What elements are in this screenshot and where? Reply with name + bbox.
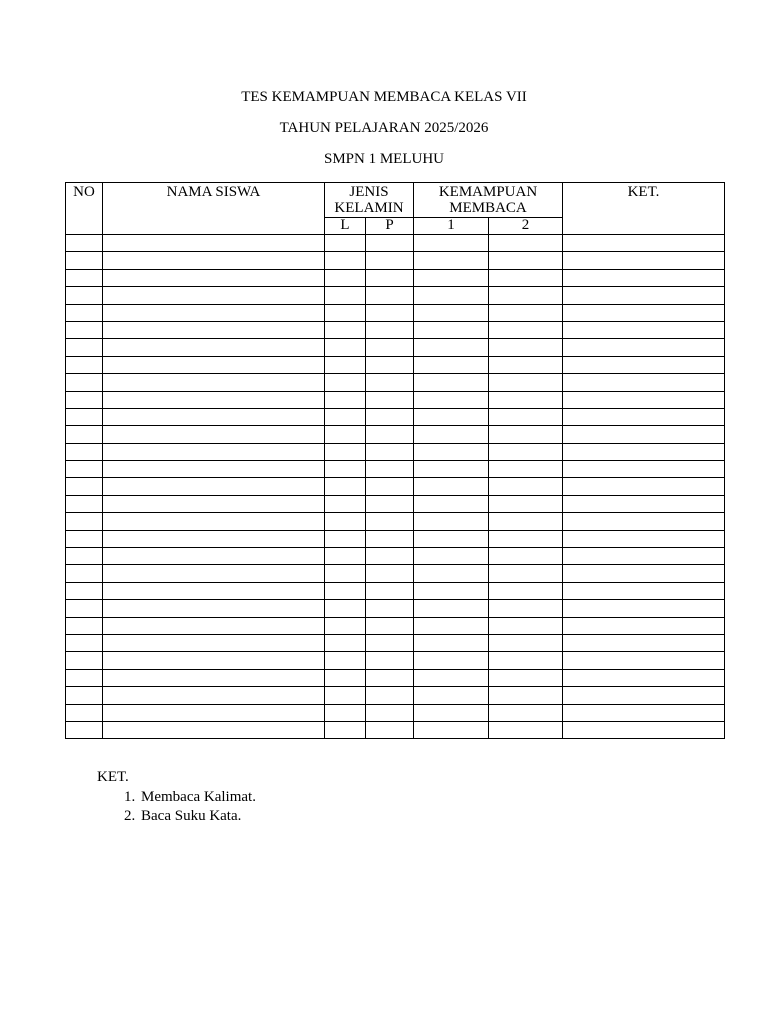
- cell-no: [66, 443, 103, 460]
- cell-gender-p: [366, 530, 414, 547]
- cell-ket: [563, 704, 725, 721]
- cell-ket: [563, 652, 725, 669]
- table-row: [66, 252, 725, 269]
- cell-no: [66, 339, 103, 356]
- cell-gender-l: [325, 321, 366, 338]
- school-name: SMPN 1 MELUHU: [323, 151, 444, 167]
- cell-gender-p: [366, 391, 414, 408]
- cell-no: [66, 721, 103, 738]
- cell-ket: [563, 443, 725, 460]
- notes-item: 2. Baca Suku Kata.: [139, 807, 256, 826]
- cell-ability-2: [489, 461, 563, 478]
- cell-ket: [563, 478, 725, 495]
- table-row: [66, 687, 725, 704]
- cell-gender-l: [325, 652, 366, 669]
- cell-ability-1: [414, 669, 489, 686]
- cell-ket: [563, 304, 725, 321]
- cell-gender-p: [366, 721, 414, 738]
- header-gender: [325, 183, 414, 218]
- cell-ability-2: [489, 426, 563, 443]
- cell-ability-1: [414, 461, 489, 478]
- table-row: [66, 426, 725, 443]
- cell-student-name: [103, 374, 325, 391]
- table-row: [66, 287, 725, 304]
- table-row: [66, 461, 725, 478]
- header-ability-line1: KEMAMPUAN: [438, 184, 538, 200]
- cell-student-name: [103, 356, 325, 373]
- cell-ability-1: [414, 600, 489, 617]
- cell-gender-l: [325, 582, 366, 599]
- cell-ket: [563, 391, 725, 408]
- cell-no: [66, 252, 103, 269]
- document-title: TES KEMAMPUAN MEMBACA KELAS VII: [241, 89, 527, 105]
- table-row: [66, 530, 725, 547]
- cell-ability-2: [489, 287, 563, 304]
- cell-ket: [563, 495, 725, 512]
- cell-student-name: [103, 269, 325, 286]
- cell-ability-2: [489, 252, 563, 269]
- cell-gender-l: [325, 617, 366, 634]
- cell-ability-1: [414, 321, 489, 338]
- cell-ability-2: [489, 443, 563, 460]
- cell-gender-l: [325, 687, 366, 704]
- cell-no: [66, 391, 103, 408]
- cell-ability-2: [489, 339, 563, 356]
- cell-gender-p: [366, 548, 414, 565]
- header-ket: KET.: [563, 183, 725, 235]
- cell-student-name: [103, 513, 325, 530]
- cell-ket: [563, 408, 725, 425]
- cell-gender-p: [366, 687, 414, 704]
- table-row: [66, 269, 725, 286]
- cell-no: [66, 495, 103, 512]
- cell-ability-2: [489, 495, 563, 512]
- cell-gender-p: [366, 235, 414, 252]
- cell-no: [66, 374, 103, 391]
- cell-ket: [563, 582, 725, 599]
- cell-ability-2: [489, 391, 563, 408]
- cell-student-name: [103, 704, 325, 721]
- cell-gender-l: [325, 634, 366, 651]
- cell-ability-2: [489, 408, 563, 425]
- cell-ability-1: [414, 495, 489, 512]
- cell-ability-1: [414, 652, 489, 669]
- cell-no: [66, 600, 103, 617]
- table-row: [66, 548, 725, 565]
- cell-no: [66, 530, 103, 547]
- cell-no: [66, 478, 103, 495]
- cell-ket: [563, 669, 725, 686]
- table-row: [66, 374, 725, 391]
- cell-ability-2: [489, 634, 563, 651]
- cell-gender-l: [325, 374, 366, 391]
- reading-test-table: [65, 182, 725, 739]
- cell-ket: [563, 252, 725, 269]
- cell-student-name: [103, 426, 325, 443]
- table-row: [66, 478, 725, 495]
- cell-ket: [563, 426, 725, 443]
- cell-ket: [563, 374, 725, 391]
- cell-gender-p: [366, 495, 414, 512]
- cell-ability-1: [414, 634, 489, 651]
- cell-no: [66, 634, 103, 651]
- cell-ability-1: [414, 721, 489, 738]
- cell-ket: [563, 356, 725, 373]
- table-row: [66, 634, 725, 651]
- cell-ability-1: [414, 252, 489, 269]
- cell-student-name: [103, 495, 325, 512]
- cell-student-name: [103, 582, 325, 599]
- cell-ability-1: [414, 617, 489, 634]
- header-ability-2: 2: [489, 218, 563, 235]
- table-row: [66, 721, 725, 738]
- cell-student-name: [103, 530, 325, 547]
- cell-ability-1: [414, 687, 489, 704]
- cell-no: [66, 408, 103, 425]
- cell-gender-p: [366, 478, 414, 495]
- cell-ability-2: [489, 565, 563, 582]
- cell-gender-l: [325, 443, 366, 460]
- table-row: [66, 669, 725, 686]
- cell-ket: [563, 600, 725, 617]
- cell-ability-2: [489, 478, 563, 495]
- cell-ability-2: [489, 321, 563, 338]
- cell-ability-2: [489, 235, 563, 252]
- cell-gender-p: [366, 443, 414, 460]
- cell-ability-1: [414, 356, 489, 373]
- cell-gender-l: [325, 426, 366, 443]
- cell-ability-2: [489, 721, 563, 738]
- cell-ability-2: [489, 600, 563, 617]
- table-row: [66, 652, 725, 669]
- cell-no: [66, 269, 103, 286]
- cell-ket: [563, 548, 725, 565]
- header-ability-line2: MEMBACA: [449, 200, 527, 216]
- cell-ability-1: [414, 235, 489, 252]
- cell-gender-p: [366, 269, 414, 286]
- cell-gender-l: [325, 461, 366, 478]
- cell-gender-l: [325, 600, 366, 617]
- cell-student-name: [103, 443, 325, 460]
- cell-gender-l: [325, 478, 366, 495]
- cell-no: [66, 565, 103, 582]
- cell-no: [66, 704, 103, 721]
- cell-gender-p: [366, 582, 414, 599]
- cell-student-name: [103, 721, 325, 738]
- cell-no: [66, 356, 103, 373]
- cell-ability-1: [414, 565, 489, 582]
- cell-no: [66, 426, 103, 443]
- cell-student-name: [103, 235, 325, 252]
- cell-ability-2: [489, 530, 563, 547]
- table-row: [66, 704, 725, 721]
- cell-gender-l: [325, 235, 366, 252]
- cell-ability-2: [489, 304, 563, 321]
- cell-ability-1: [414, 582, 489, 599]
- cell-ability-1: [414, 269, 489, 286]
- cell-gender-l: [325, 356, 366, 373]
- cell-ability-2: [489, 374, 563, 391]
- notes-heading: KET.: [97, 769, 129, 785]
- header-gender-line1: JENIS: [349, 184, 389, 200]
- cell-student-name: [103, 565, 325, 582]
- cell-gender-p: [366, 408, 414, 425]
- cell-gender-p: [366, 304, 414, 321]
- cell-no: [66, 548, 103, 565]
- cell-student-name: [103, 600, 325, 617]
- cell-ket: [563, 287, 725, 304]
- cell-ability-2: [489, 704, 563, 721]
- cell-ability-1: [414, 478, 489, 495]
- cell-student-name: [103, 669, 325, 686]
- table-row: [66, 235, 725, 252]
- cell-no: [66, 235, 103, 252]
- cell-gender-p: [366, 669, 414, 686]
- cell-student-name: [103, 287, 325, 304]
- cell-student-name: [103, 617, 325, 634]
- cell-student-name: [103, 634, 325, 651]
- table-row: [66, 600, 725, 617]
- cell-ket: [563, 530, 725, 547]
- table-row: [66, 321, 725, 338]
- cell-no: [66, 669, 103, 686]
- cell-ability-1: [414, 530, 489, 547]
- cell-student-name: [103, 408, 325, 425]
- header-gender-l: L: [325, 218, 366, 235]
- cell-student-name: [103, 478, 325, 495]
- cell-ability-1: [414, 374, 489, 391]
- cell-student-name: [103, 252, 325, 269]
- cell-ability-2: [489, 356, 563, 373]
- cell-ket: [563, 461, 725, 478]
- cell-no: [66, 321, 103, 338]
- cell-ket: [563, 721, 725, 738]
- cell-no: [66, 513, 103, 530]
- cell-ability-1: [414, 548, 489, 565]
- table-row: [66, 443, 725, 460]
- cell-student-name: [103, 321, 325, 338]
- cell-gender-p: [366, 617, 414, 634]
- cell-ket: [563, 634, 725, 651]
- cell-no: [66, 461, 103, 478]
- cell-gender-l: [325, 287, 366, 304]
- cell-no: [66, 652, 103, 669]
- cell-ability-2: [489, 582, 563, 599]
- table-row: [66, 304, 725, 321]
- cell-student-name: [103, 304, 325, 321]
- cell-ability-1: [414, 426, 489, 443]
- cell-ability-1: [414, 287, 489, 304]
- cell-ket: [563, 321, 725, 338]
- cell-no: [66, 617, 103, 634]
- cell-ability-1: [414, 704, 489, 721]
- cell-gender-p: [366, 652, 414, 669]
- cell-gender-l: [325, 339, 366, 356]
- cell-ability-1: [414, 513, 489, 530]
- cell-gender-l: [325, 721, 366, 738]
- cell-no: [66, 304, 103, 321]
- cell-ability-1: [414, 408, 489, 425]
- cell-ability-1: [414, 443, 489, 460]
- cell-student-name: [103, 548, 325, 565]
- cell-gender-l: [325, 391, 366, 408]
- cell-ability-2: [489, 548, 563, 565]
- cell-gender-p: [366, 461, 414, 478]
- cell-no: [66, 582, 103, 599]
- header-gender-p: P: [366, 218, 414, 235]
- cell-gender-p: [366, 634, 414, 651]
- cell-ability-1: [414, 304, 489, 321]
- cell-gender-l: [325, 252, 366, 269]
- cell-gender-p: [366, 704, 414, 721]
- header-student-name: NAMA SISWA: [103, 183, 325, 235]
- cell-student-name: [103, 461, 325, 478]
- cell-student-name: [103, 339, 325, 356]
- cell-gender-l: [325, 704, 366, 721]
- table-row: [66, 391, 725, 408]
- cell-gender-p: [366, 321, 414, 338]
- cell-gender-l: [325, 565, 366, 582]
- header-gender-line2: KELAMIN: [334, 200, 404, 216]
- cell-gender-l: [325, 548, 366, 565]
- cell-ket: [563, 565, 725, 582]
- notes-item: 1. Membaca Kalimat.: [139, 788, 256, 807]
- cell-gender-p: [366, 339, 414, 356]
- table-row: [66, 356, 725, 373]
- cell-ket: [563, 617, 725, 634]
- cell-ket: [563, 269, 725, 286]
- cell-ability-2: [489, 669, 563, 686]
- cell-ability-1: [414, 339, 489, 356]
- notes-section: [97, 768, 256, 826]
- cell-gender-p: [366, 513, 414, 530]
- cell-no: [66, 287, 103, 304]
- cell-gender-l: [325, 530, 366, 547]
- cell-student-name: [103, 652, 325, 669]
- cell-ket: [563, 235, 725, 252]
- cell-gender-p: [366, 565, 414, 582]
- cell-gender-l: [325, 495, 366, 512]
- cell-gender-l: [325, 304, 366, 321]
- cell-ability-2: [489, 687, 563, 704]
- cell-student-name: [103, 687, 325, 704]
- header-no: NO: [66, 183, 103, 235]
- table-row: [66, 513, 725, 530]
- header-reading-ability: [414, 183, 563, 218]
- cell-ket: [563, 339, 725, 356]
- cell-no: [66, 687, 103, 704]
- cell-gender-l: [325, 669, 366, 686]
- table-row: [66, 495, 725, 512]
- cell-ability-2: [489, 513, 563, 530]
- notes-list: [97, 788, 256, 826]
- cell-ability-1: [414, 391, 489, 408]
- cell-ket: [563, 513, 725, 530]
- cell-gender-p: [366, 426, 414, 443]
- table-row: [66, 339, 725, 356]
- table-row: [66, 408, 725, 425]
- cell-gender-l: [325, 269, 366, 286]
- table-row: [66, 582, 725, 599]
- cell-gender-p: [366, 287, 414, 304]
- cell-gender-l: [325, 513, 366, 530]
- cell-ability-2: [489, 269, 563, 286]
- cell-gender-l: [325, 408, 366, 425]
- cell-gender-p: [366, 356, 414, 373]
- cell-ability-2: [489, 617, 563, 634]
- cell-ket: [563, 687, 725, 704]
- cell-gender-p: [366, 374, 414, 391]
- table-row: [66, 617, 725, 634]
- school-year: TAHUN PELAJARAN 2025/2026: [279, 120, 489, 136]
- cell-ability-2: [489, 652, 563, 669]
- cell-gender-p: [366, 600, 414, 617]
- cell-student-name: [103, 391, 325, 408]
- cell-gender-p: [366, 252, 414, 269]
- header-ability-1: 1: [414, 218, 489, 235]
- table-row: [66, 565, 725, 582]
